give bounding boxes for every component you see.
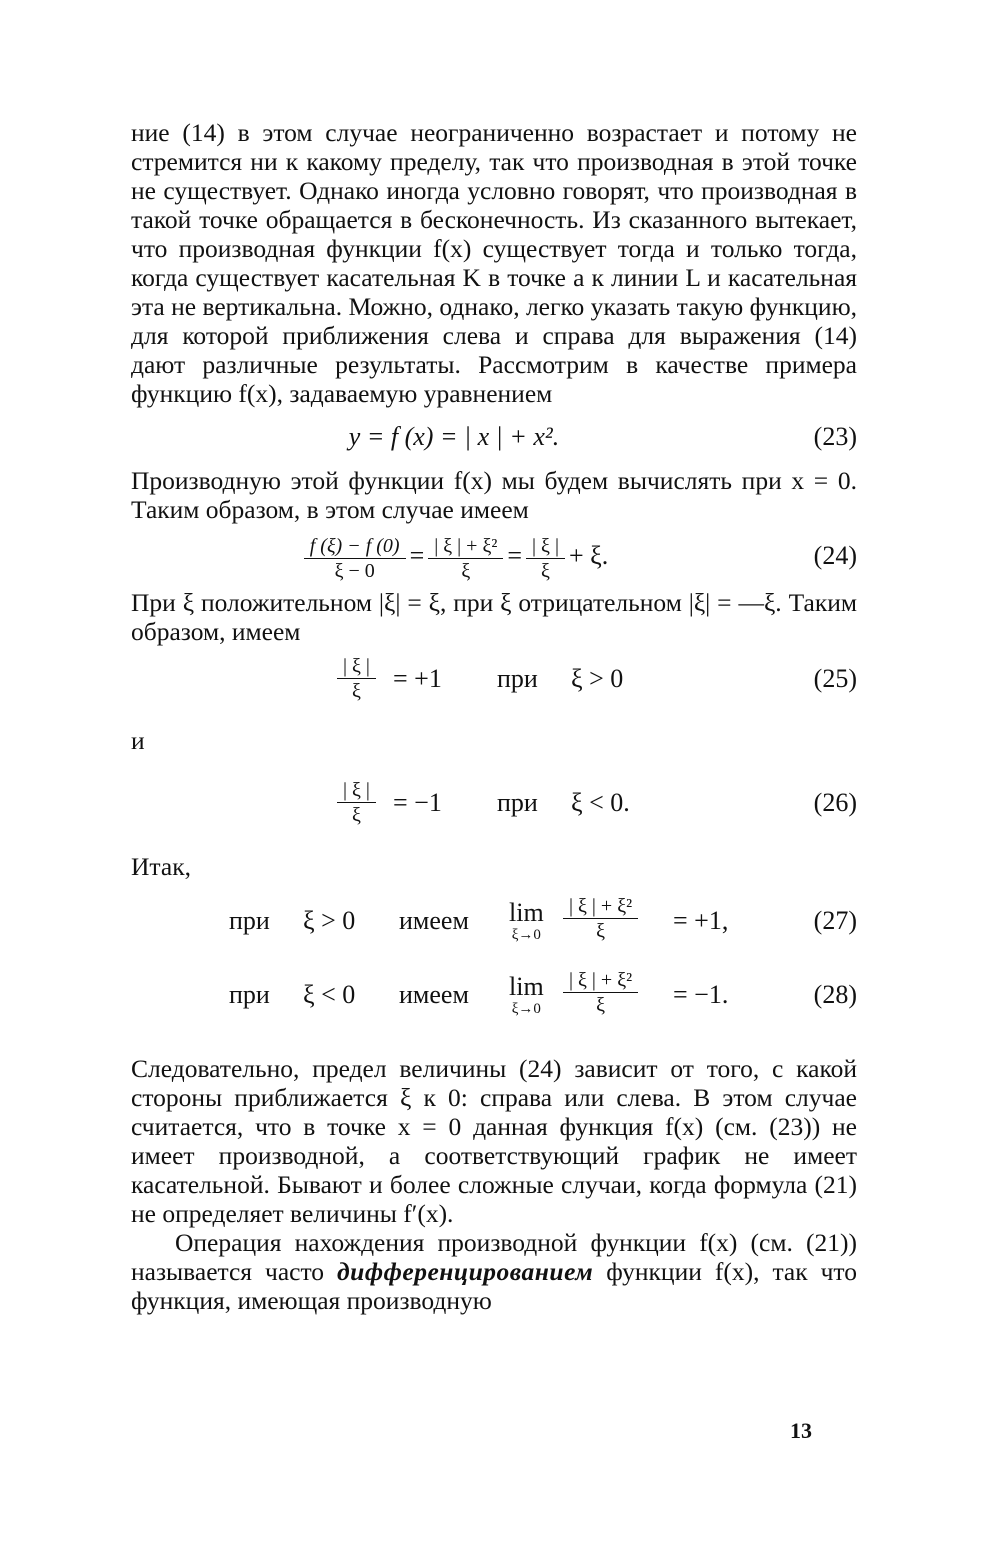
fraction-numerator: | ξ | + ξ² (428, 534, 503, 559)
limit-subscript: ξ→0 (511, 927, 541, 943)
fraction-abs (337, 654, 376, 703)
equation-26-rhs: = −1 (393, 788, 442, 817)
fraction-denominator: ξ (541, 559, 550, 582)
word-itak: Итак, (131, 852, 191, 881)
equation-28 (131, 962, 857, 1042)
equation-26 (131, 770, 857, 852)
equation-24-number: (24) (813, 541, 857, 570)
fraction-abs-plus-square (563, 894, 638, 943)
equation-27-rhs: = +1, (673, 906, 729, 935)
limit-subscript: ξ→0 (511, 1001, 541, 1017)
fraction-denominator: ξ (596, 920, 606, 942)
equation-26-number: (26) (813, 788, 857, 817)
equation-28-condition: ξ < 0 (303, 980, 356, 1009)
equation-26-pri: при (497, 788, 538, 817)
page-body (131, 118, 857, 1315)
equation-27-condition: ξ > 0 (303, 906, 356, 935)
equation-28-rhs: = −1. (673, 980, 729, 1009)
fraction-numerator: | ξ | + ξ² (563, 968, 638, 993)
equation-25 (131, 646, 857, 726)
fraction-abs (337, 778, 376, 827)
fraction-abs-plus-square (563, 968, 638, 1017)
fraction-numerator: | ξ | (337, 654, 376, 679)
equation-25-number: (25) (813, 664, 857, 693)
paragraph-4: Следовательно, предел величины (24) зависит от того, с какой стороны приближается ξ к 0: справа или слева. В этом случае считается, что в точке x = 0 данная функция f(x) (см. (23)) не имеет производной, а соответствующий график не имеет касательной. Бывают и более сложные случаи, когда формула (21) не определяет величины f′(x). (131, 1054, 857, 1228)
equation-25-condition: ξ > 0 (571, 664, 624, 693)
equation-26-condition: ξ < 0. (571, 788, 630, 817)
fraction-denominator: ξ (596, 994, 606, 1016)
fraction-numerator: | ξ | (526, 534, 565, 559)
paragraph-5-start: Операция нахождения производной функции f(x) (см. (21)) называется часто (131, 1228, 857, 1286)
fraction-abs (526, 534, 565, 583)
equation-27 (131, 888, 857, 962)
equation-23-number: (23) (813, 422, 857, 451)
page-number: 13 (790, 1418, 812, 1443)
limit-operator (509, 898, 544, 946)
fraction-denominator: ξ (352, 680, 361, 702)
paragraph-2: Производную этой функции f(x) мы будем вычислять при x = 0. Таким образом, в этом случае имеем (131, 466, 857, 524)
equation-25-pri: при (497, 664, 538, 693)
limit-label: lim (509, 898, 544, 927)
fraction-denominator: ξ (461, 559, 471, 582)
fraction-abs-plus-square (428, 534, 503, 583)
fraction-difference (304, 534, 406, 583)
equation-24 (131, 524, 857, 588)
paragraph-3: При ξ положительном |ξ| = ξ, при ξ отрицательном |ξ| = —ξ. Таким образом, имеем (131, 588, 857, 646)
limit-label: lim (509, 972, 544, 1001)
paragraph-5-end: функции f(x), так что функция, имеющая производную (131, 1257, 857, 1315)
equation-27-number: (27) (813, 906, 857, 935)
equation-28-pri: при (229, 980, 270, 1009)
fraction-numerator: | ξ | + ξ² (563, 894, 638, 919)
equation-24-tail: + ξ. (568, 541, 609, 570)
limit-operator (509, 972, 544, 1020)
conjunction-and: и (131, 726, 145, 755)
equation-23-expr: y = f (x) = | x | + x². (348, 422, 560, 451)
equation-25-rhs: = +1 (393, 664, 442, 693)
fraction-denominator: ξ − 0 (334, 559, 375, 582)
equation-28-imeem: имеем (399, 980, 469, 1009)
emphasized-term: дифференцированием (337, 1257, 594, 1286)
equation-23 (131, 408, 857, 466)
fraction-numerator: f (ξ) − f (0) (304, 534, 406, 559)
fraction-numerator: | ξ | (337, 778, 376, 803)
equation-27-imeem: имеем (399, 906, 469, 935)
paragraph-1: ние (14) в этом случае неограниченно возрастает и потому не стремится ни к какому пределу, так что производная в этой точке не существует. Однако иногда условно говорят, что производная в такой точке обращается в бесконечность. Из сказанного вытекает, что производная функции f(x) существует тогда и только тогда, когда существует касательная K в точке a к линии L и касательная эта не вертикальна. Можно, однако, легко указать такую функцию, для которой приближения слева и справа для выражения (14) дают различные результаты. Рассмотрим в качестве примера функцию f(x), задаваемую уравнением (131, 118, 857, 408)
equation-24-expr: $\frac{f (\xi) - f (0)}{\xi - 0}$ = $\frac{\text{| ξ | + ξ²}}{\xi}$ = $\frac{| \xi |}{\xi}$ + ξ. (131, 524, 777, 588)
equation-27-pri: при (229, 906, 270, 935)
equation-28-number: (28) (813, 980, 857, 1009)
paragraph-5 (131, 1228, 857, 1315)
fraction-denominator: ξ (352, 804, 361, 826)
